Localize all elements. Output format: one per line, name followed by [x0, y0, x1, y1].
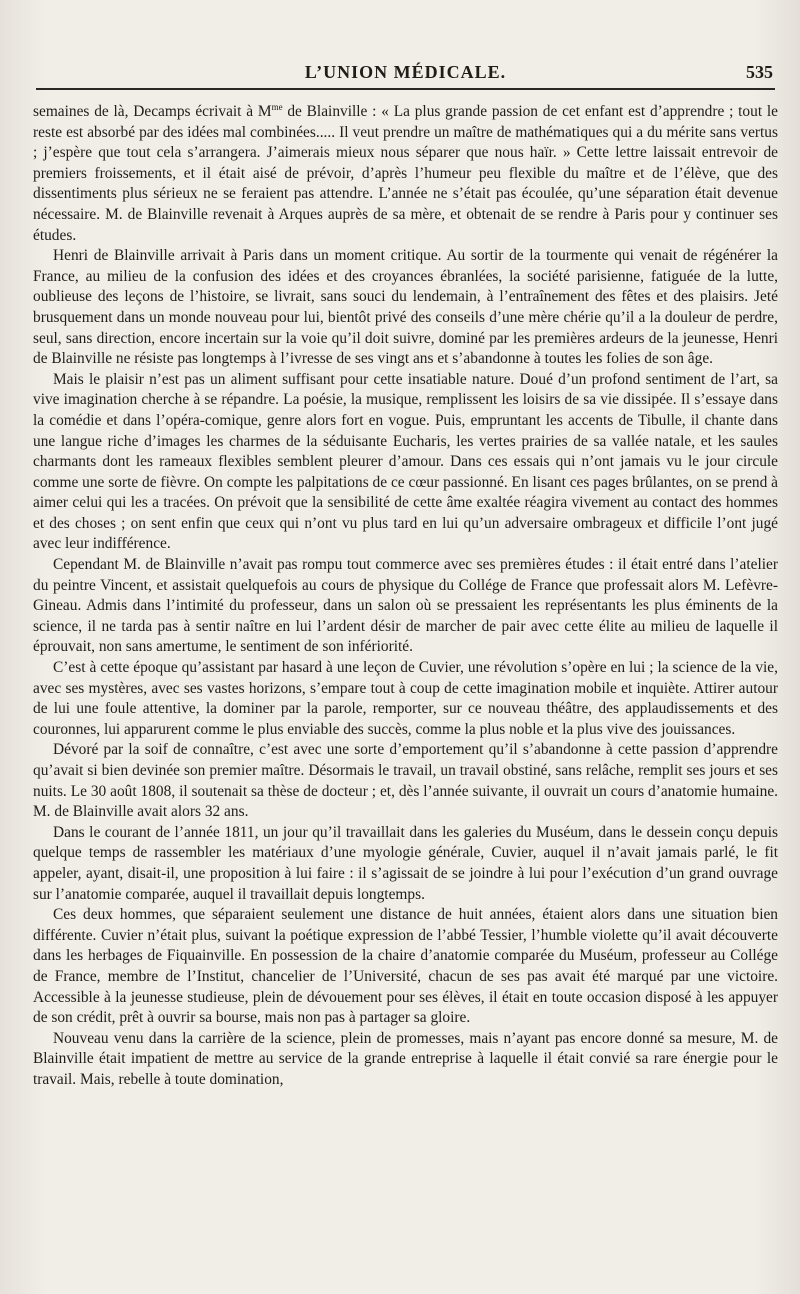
journal-title: L’UNION MÉDICALE. — [304, 62, 507, 82]
body-text — [33, 102, 778, 1091]
paragraph-6: Dévoré par la soif de connaître, c’est avec une sorte d’emportement qu’il s’abandonne à cette passion d’apprendre qu’avait si bien devinée son premier maître. Désormais le travail, un travail obstiné, sans relâche, remplit ses jours et ses nuits. Le 30 août 1808, il soutenait sa thèse de docteur ; et, dès l’année suivante, il ouvrait un cours d’anatomie humaine. M. de Blainville avait alors 32 ans. — [33, 741, 778, 821]
paragraph-5: C’est à cette époque qu’assistant par hasard à une leçon de Cuvier, une révolution s’opère en lui ; la science de la vie, avec ses mystères, avec ses vastes horizons, s’empare tout à coup de cette imagination mobile et inquiète. Attirer autour de lui une foule attentive, la dominer par la parole, remporter, sur ce nouveau théâtre, des applaudissements et des couronnes, lui apparurent comme le plus enviable des succès, comme la plus noble et la plus vive des jouissances. — [33, 659, 778, 738]
paragraph-1-start: semaines de là, Decamps écrivait à M — [33, 103, 272, 120]
page-number: 535 — [746, 62, 773, 82]
paragraph-1 — [33, 102, 778, 246]
paragraph-3: Mais le plaisir n’est pas un aliment suffisant pour cette insatiable nature. Doué d’un profond sentiment de l’art, sa vive imagination cherche à se répandre. La poésie, la musique, remplissent les loisirs de sa vie dissipée. Il s’essaye dans la comédie et dans l’opéra-comique, genre alors fort en vogue. Puis, empruntant les accents de Tibulle, il chante dans une langue riche d’images les charmes de la séduisante Eucharis, les vertes prairies de sa vallée natale, et les saules charmants dont les rameaux flexibles semblent pleurer d’amour. Dans ces essais qui n’ont jamais vu le jour circule comme une sorte de fièvre. On compte les palpitations de ce cœur passionné. En lisant ces pages brûlantes, on se prend à aimer celui qui les a tracées. On prévoit que la sensibilité de cette âme exaltée réagira vivement au contact des hommes et des choses ; on sent enfin que ceux qui n’ont vu plus tard en lui qu’un adversaire ombrageux et difficile l’ont jugé avec leur indifférence. — [33, 370, 778, 553]
running-head — [36, 58, 775, 90]
paragraph-2: Henri de Blainville arrivait à Paris dans un moment critique. Au sortir de la tourmente qui venait de régénérer la France, au milieu de la confusion des idées et des croyances ébranlées, la société parisienne, fatiguée de la lutte, oublieuse des leçons de l’histoire, se livrait, sans souci du lendemain, à l’entraînement des fêtes et des plaisirs. Jeté brusquement dans un monde nouveau pour lui, bientôt privé des conseils d’une mère chérie qu’il a la douleur de perdre, seul, sans direction, encore incertain sur la voie qu’il doit suivre, dominé par les premières ardeurs de la jeunesse, Henri de Blainville ne résiste pas longtemps à l’ivresse de ses vingt ans et s’abandonne à toutes les folies de son âge. — [33, 247, 778, 368]
paragraph-9: Nouveau venu dans la carrière de la science, plein de promesses, mais n’ayant pas encore donné sa mesure, M. de Blainville était impatient de mettre au service de la grande entreprise à laquelle il était convié sa rare énergie pour le travail. Mais, rebelle à toute domination, — [33, 1029, 778, 1088]
paragraph-4: Cependant M. de Blainville n’avait pas rompu tout commerce avec ses premières études : il était entré dans l’atelier du peintre Vincent, et assistait quelquefois au cours de physique du Collége de France que professait alors M. Lefèvre-Gineau. Admis dans l’intimité du professeur, dans un salon où se pressaient les représentants les plus éminents de la science, il ne tarda pas à sentir naître en lui l’ardent désir de marcher de pair avec cette élite au milieu de laquelle il éprouvait, non sans amertume, le sentiment de son infériorité. — [33, 556, 778, 656]
paragraph-1-rest: de Blainville : « La plus grande passion de cet enfant est d’apprendre ; tout le reste est absorbé par des idées mal combinées..... Il veut prendre un maître de mathématiques qui a du mérite sans vertus ; j’espère que tout cela s’arrangera. J’aimerais mieux nous séparer que nous haïr. » Cette lettre laissait entrevoir de premiers froissements, et il était aisé de prévoir, d’après l’humeur peu flexible du maître et de l’élève, que des dissentiments plus sérieux ne se feraient pas attendre. L’année ne s’était pas écoulée, qu’une séparation était devenue nécessaire. M. de Blainville revenait à Arques auprès de sa mère, et obtenait de se rendre à Paris pour y continuer ses études. — [33, 103, 778, 244]
paragraph-7: Dans le courant de l’année 1811, un jour qu’il travaillait dans les galeries du Muséum, dans le dessein conçu depuis quelque temps de rassembler les matériaux d’une myologie générale, Cuvier, auquel il n’avait jamais parlé, le fit appeler, ayant, disait-il, une proposition à lui faire : il s’agissait de se joindre à lui pour l’exécution d’un grand ouvrage sur l’anatomie comparée, auquel il travaillait depuis longtemps. — [33, 823, 778, 903]
paragraph-8: Ces deux hommes, que séparaient seulement une distance de huit années, étaient alors dans une situation bien différente. Cuvier n’était plus, suivant la poétique expression de l’abbé Tessier, l’humble violette qu’il avait découverte dans les herbages de Fiquainville. En possession de la chaire d’anatomie comparée du Muséum, professeur au Collége de France, membre de l’Institut, chancelier de l’Université, chacun de ses pas avait été marqué par une victoire. Accessible à la jeunesse studieuse, plein de dévouement pour ses élèves, il était en toute occasion disposé à les appuyer de son crédit, prêt à ouvrir sa bourse, mais non pas à partager sa gloire. — [33, 906, 778, 1027]
superscript-madame: me — [271, 101, 283, 112]
